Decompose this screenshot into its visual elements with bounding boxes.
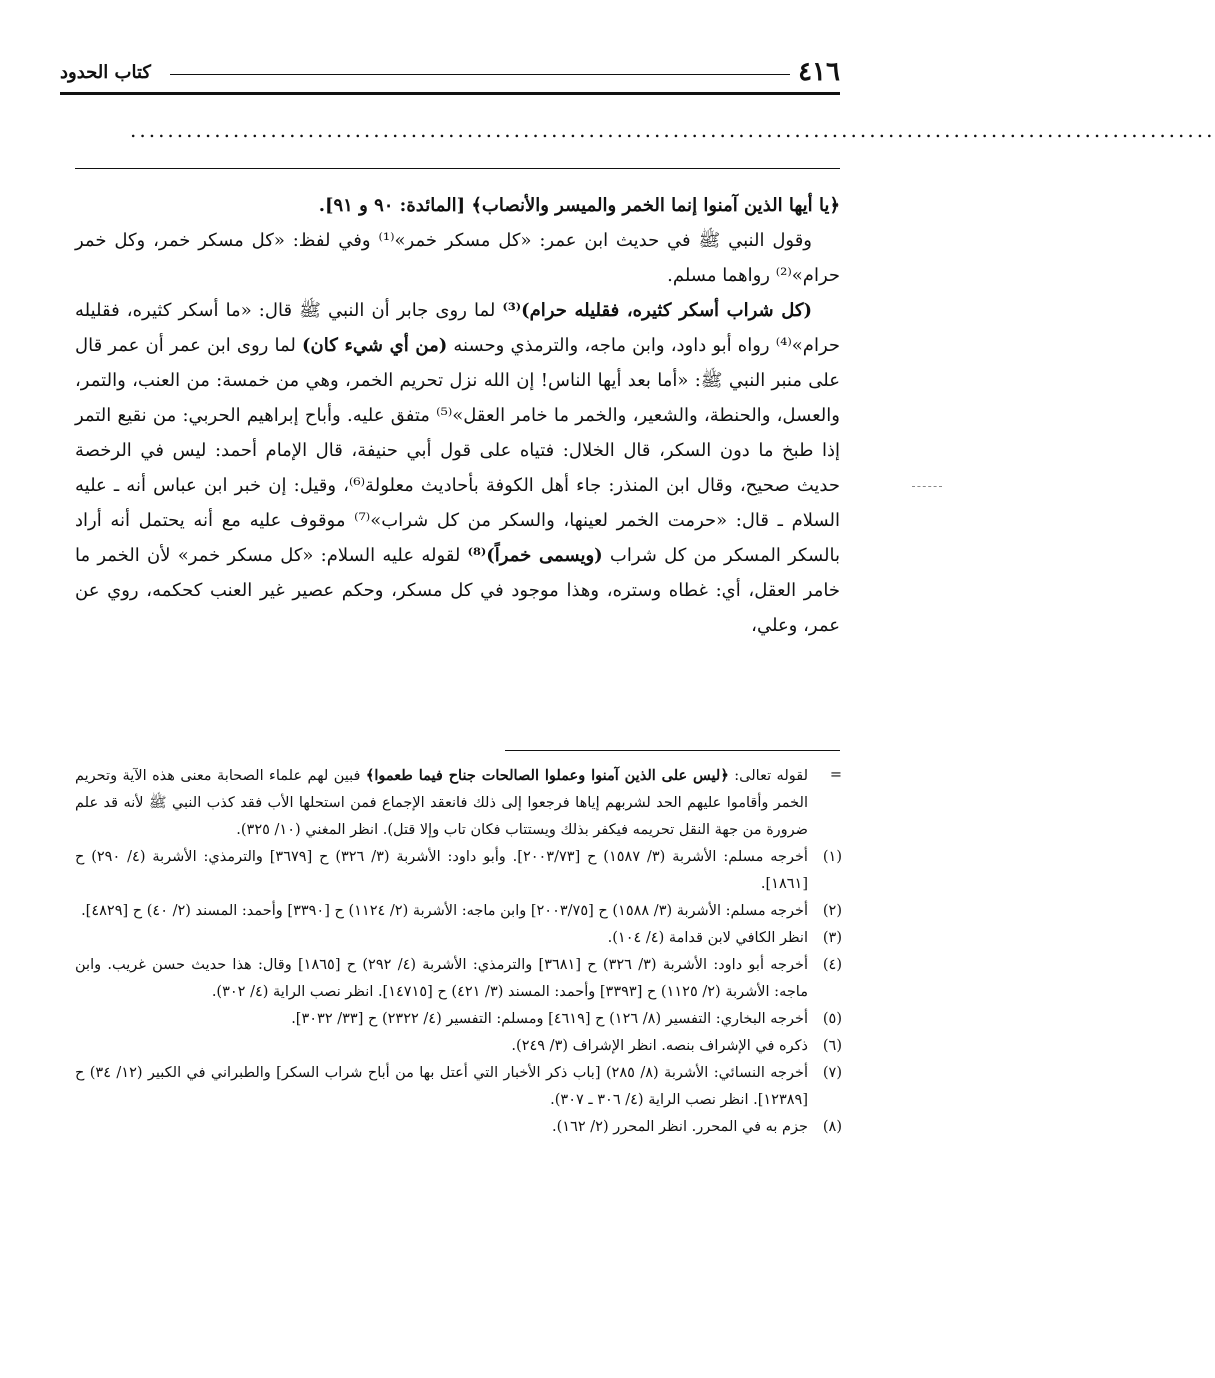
verse-paragraph: ﴿يا أيها الذين آمنوا إنما الخمر والميسر والأنصاب﴾ [المائدة: ٩٠ و ٩١]. [318,195,840,216]
footnote-text: أخرجه البخاري: التفسير (٨/ ١٢٦) ح [٤٦١٩] ومسلم: التفسير (٤/ ٢٣٢٢) ح [٣٣/ ٣٠٣٢]. [291,1011,808,1027]
footnote-text-post: فبين لهم علماء الصحابة معنى هذه الآية وتحريم الخمر وأقاموا عليهم الحد لشربهم إياها فرجعوا إلى ذلك فانعقد الإجماع فمن استحلها الأب فقد كذب النبي ﷺ لأنه قد علم ضرورة من جهة النقل تحريمه فيكفر بذلك ويستتاب فكان تاب وإلا قتل). انظر المغني (١٠/ ٣٢٥). [75,768,808,838]
footnote-verse: ﴿ليس على الذين آمنوا وعملوا الصالحات جناح فيما طعموا﴾ [365,767,729,784]
footnote-number: (٢) [822,903,842,919]
main-text [75,188,840,643]
footnote-text: جزم به في المحرر. انظر المحرر (٢/ ١٦٢). [552,1119,808,1135]
footnote-number: = [829,767,842,783]
footnote-number: (٨) [822,1119,842,1135]
sharh-text-3: لقوله عليه السلام: «كل مسكر خمر» لأن الخمر ما خامر العقل، أي: غطاه وستره، وهذا موجود في كل مسكر، وحكم عصير غير العنب كحكمه، روي عن عمر، وعلي، [75,545,840,636]
header-rule [60,92,840,95]
ruling-paragraph [75,293,840,643]
footnote-number: (٧) [822,1065,842,1081]
footnote-4 [75,952,842,1006]
running-header [60,52,840,92]
separator-rule [75,168,840,169]
hadith-paragraph: وقول النبي ﷺ في حديث ابن عمر: «كل مسكر خمر»⁽¹⁾ وفي لفظ: «كل مسكر خمر، وكل خمر حرام»⁽²⁾ رواهما مسلم. [75,230,840,286]
footnote-8 [75,1114,842,1141]
footnote-number: (١) [822,849,842,865]
footnote-5 [75,1006,842,1033]
footnote-6 [75,1033,842,1060]
footnote-number: (٣) [822,930,842,946]
footnote-text-pre: لقوله تعالى: [728,768,808,784]
footnote-7 [75,1060,842,1114]
ellipsis-line: .................................................................................................................... [130,118,1215,142]
footnote-1 [75,844,842,898]
footnote-text: أخرجه النسائي: الأشربة (٨/ ٢٨٥) [باب ذكر الأخبار التي أعتل بها من أباح شراب السكر] والطبراني في الكبير (١٢/ ٣٤) ح [١٢٣٨٩]. انظر نصب الراية (٤/ ٣٠٦ ـ ٣٠٧). [75,1065,809,1108]
matn-text-3: (ويسمى خمراً)⁽⁸⁾ [467,545,603,566]
footnote-text: أخرجه مسلم: الأشربة (٣/ ١٥٨٨) ح [٢٠٠٣/٧٥] وابن ماجه: الأشربة (٢/ ١١٢٤) ح [٣٣٩٠] وأحمد: المسند (٢/ ٤٠) ح [٤٨٢٩]. [81,903,808,919]
footnote-text [75,762,808,844]
footnote-number: (٦) [822,1038,842,1054]
matn-text-2: (من أي شيء كان) [301,335,448,356]
sharh-text: لما روى جابر أن النبي ﷺ قال: «ما أسكر كثيره، فقليله حرام»⁽⁴⁾ رواه أبو داود، وابن ماجه، والترمذي وحسنه [75,300,841,356]
footnote-text: ذكره في الإشراف بنصه. انظر الإشراف (٣/ ٢٤٩). [511,1038,808,1054]
footnote-number: (٥) [822,1011,842,1027]
footnote-rule [505,750,840,751]
matn-text: (كل شراب أسكر كثيره، فقليله حرام)⁽³⁾ [502,300,812,321]
book-title: كتاب الحدود [60,61,151,83]
footnote-3 [75,925,842,952]
footnote-number: (٤) [822,957,842,973]
footnote-text: انظر الكافي لابن قدامة (٤/ ١٠٤). [607,930,808,946]
footnote-continued [75,762,842,844]
sharh-text-2: لما روى ابن عمر أن عمر قال على منبر النبي ﷺ: «أما بعد أيها الناس! إن الله نزل تحريم الخمر، وهي من خمسة: من العنب، والتمر، والعسل، والحنطة، والشعير، والخمر ما خامر العقل»⁽⁵⁾ متفق عليه. وأباح إبراهيم الحربي: من نقيع التمر إذا طبخ ما دون السكر، قال الخلال: فتياه على قول أبي حنيفة، قال الإمام أحمد: ليس في الرخصة حديث صحيح، وقال ابن المنذر: جاء أهل الكوفة بأحاديث معلولة⁽⁶⁾، وقيل: إن خبر ابن عباس أنه ـ عليه السلام ـ قال: «حرمت الخمر لعينها، والسكر من كل شراب»⁽⁷⁾ موقوف عليه مع أنه يحتمل أنه أراد بالسكر المسكر من كل شراب [75,335,841,566]
footnotes [75,762,842,1141]
footnote-text: أخرجه مسلم: الأشربة (٣/ ١٥٨٧) ح [٢٠٠٣/٧٣]. وأبو داود: الأشربة (٣/ ٣٢٦) ح [٣٦٧٩] والترمذي: الأشربة (٤/ ٢٩٠) ح [١٨٦١]. [75,849,808,892]
margin-mark [912,486,942,487]
page-number: ٤١٦ [798,57,840,87]
header-rule-thin [170,74,790,75]
footnote-2 [75,898,842,925]
footnote-text: أخرجه أبو داود: الأشربة (٣/ ٣٢٦) ح [٣٦٨١] والترمذي: الأشربة (٤/ ٢٩٢) ح [١٨٦٥] وقال: هذا حديث حسن غريب. وابن ماجه: الأشربة (٢/ ١١٢٥) ح [٣٣٩٣] وأحمد: المسند (٣/ ٤٢١) ح [١٤٧١٥]. انظر نصب الراية (٤/ ٣٠٢). [75,957,808,1000]
